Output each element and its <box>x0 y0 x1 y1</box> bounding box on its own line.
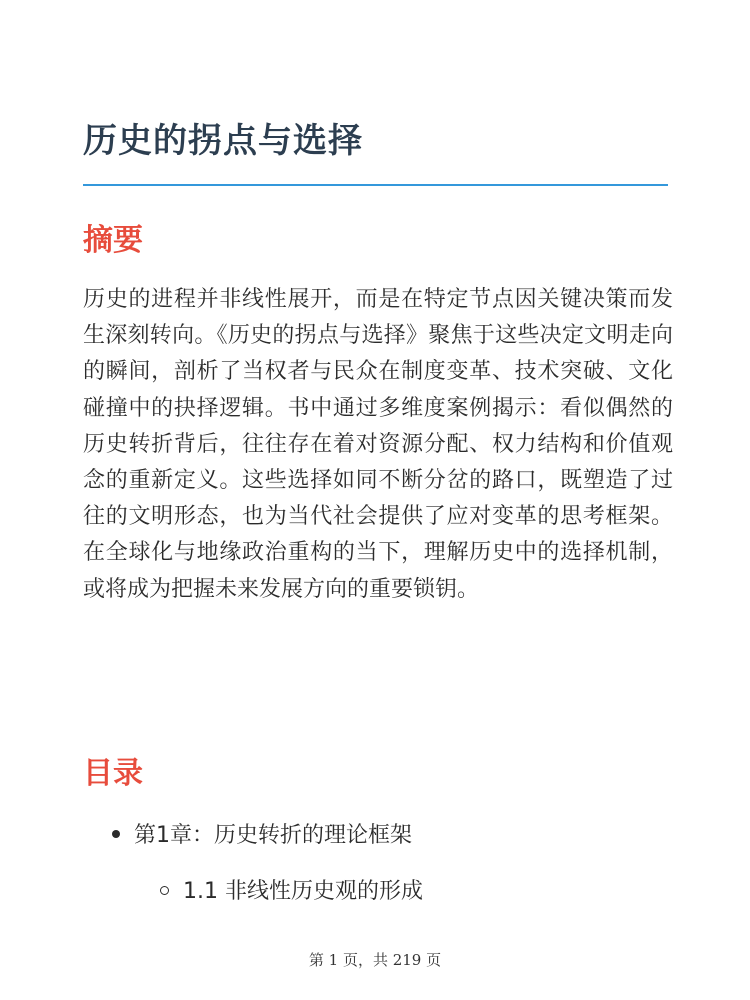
toc-item-label: 第1章：历史转折的理论框架 <box>134 823 412 848</box>
abstract-heading: 摘要 <box>83 223 143 258</box>
toc-item-section-1-1[interactable] <box>160 876 423 908</box>
title-divider <box>83 184 668 186</box>
abstract-paragraph: 历史的进程并非线性展开，而是在特定节点因关键决策而发生深刻转向。《历史的拐点与选择》聚焦于这些决定文明走向的瞬间，剖析了当权者与民众在制度变革、技术突破、文化碰撞中的抉择逻辑。书中通过多维度案例揭示：看似偶然的历史转折背后，往往存在着对资源分配、权力结构和价值观念的重新定义。这些选择如同不断分岔的路口，既塑造了过往的文明形态，也为当代社会提供了应对变革的思考框架。在全球化与地缘政治重构的当下，理解历史中的选择机制，或将成为把握未来发展方向的重要锁钥。 <box>83 287 673 602</box>
toc-item-chapter-1[interactable] <box>112 820 412 852</box>
toc-item-label: 1.1 非线性历史观的形成 <box>183 879 423 904</box>
bullet-circle-icon <box>160 886 169 895</box>
page-footer: 第 1 页，共 219 页 <box>308 951 442 969</box>
bullet-disc-icon <box>112 830 120 838</box>
toc-heading: 目录 <box>83 756 143 791</box>
page-title: 历史的拐点与选择 <box>83 121 363 161</box>
